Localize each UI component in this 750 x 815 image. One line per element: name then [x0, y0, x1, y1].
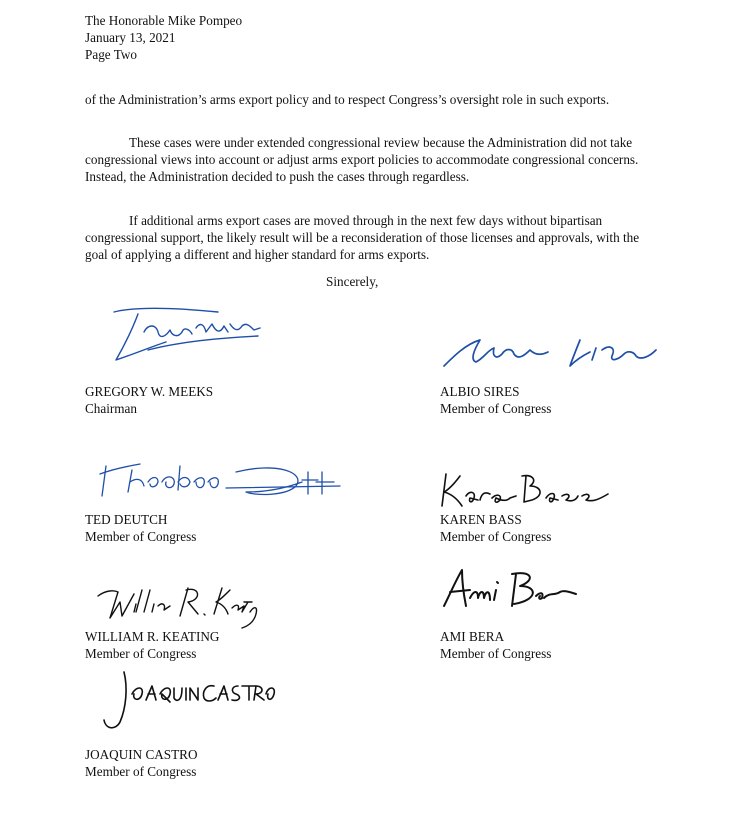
- signatory-deutch: [85, 511, 196, 545]
- date-line: January 13, 2021: [85, 30, 176, 45]
- signatory-name: KAREN BASS: [440, 512, 522, 527]
- page-number-line: Page Two: [85, 47, 137, 62]
- signatory-sires: [440, 383, 551, 417]
- signatory-title: Member of Congress: [85, 646, 197, 661]
- signatory-bera: [440, 628, 551, 662]
- letter-header: [85, 12, 242, 63]
- signatory-name: GREGORY W. MEEKS: [85, 384, 214, 399]
- paragraph-text: of the Administration’s arms export policy and to respect Congress’s oversight role in such exports.: [85, 92, 610, 107]
- signatory-castro: [85, 746, 197, 780]
- body-paragraph-1: [85, 91, 665, 108]
- signatory-title: Member of Congress: [85, 764, 197, 779]
- signature-keating: [92, 572, 262, 630]
- signature-meeks: [108, 302, 268, 364]
- signatory-keating: [85, 628, 219, 662]
- signatory-meeks: [85, 383, 213, 417]
- signatory-title: Member of Congress: [440, 529, 552, 544]
- body-paragraph-3: [85, 212, 665, 263]
- paragraph-text: These cases were under extended congressional review because the Administration did not take congressional views into account or adjust arms export policies to accommodate congressional concerns. Instead, the Administration decided to push the cases through regardless.: [85, 135, 639, 184]
- signatory-name: AMI BERA: [440, 629, 505, 644]
- body-paragraph-2: [85, 134, 665, 185]
- signatory-name: JOAQUIN CASTRO: [85, 747, 198, 762]
- signature-castro: [98, 664, 278, 736]
- signature-sires: [440, 326, 660, 372]
- signature-bass: [438, 470, 618, 510]
- signatory-title: Member of Congress: [85, 529, 197, 544]
- closing-salutation: Sincerely,: [326, 274, 379, 289]
- signature-deutch: [96, 452, 346, 504]
- signatory-bass: [440, 511, 551, 545]
- signatory-title: Member of Congress: [440, 646, 552, 661]
- signatory-name: WILLIAM R. KEATING: [85, 629, 220, 644]
- signatory-name: TED DEUTCH: [85, 512, 168, 527]
- paragraph-text: If additional arms export cases are moved through in the next few days without bipartisan congressional support, the likely result will be a reconsideration of those licenses and approvals, with the goal of applying a different and higher standard for arms exports.: [85, 213, 640, 262]
- signatory-title: Member of Congress: [440, 401, 552, 416]
- signature-bera: [440, 566, 580, 612]
- recipient-line: The Honorable Mike Pompeo: [85, 13, 243, 28]
- signatory-title: Chairman: [85, 401, 138, 416]
- signatory-name: ALBIO SIRES: [440, 384, 520, 399]
